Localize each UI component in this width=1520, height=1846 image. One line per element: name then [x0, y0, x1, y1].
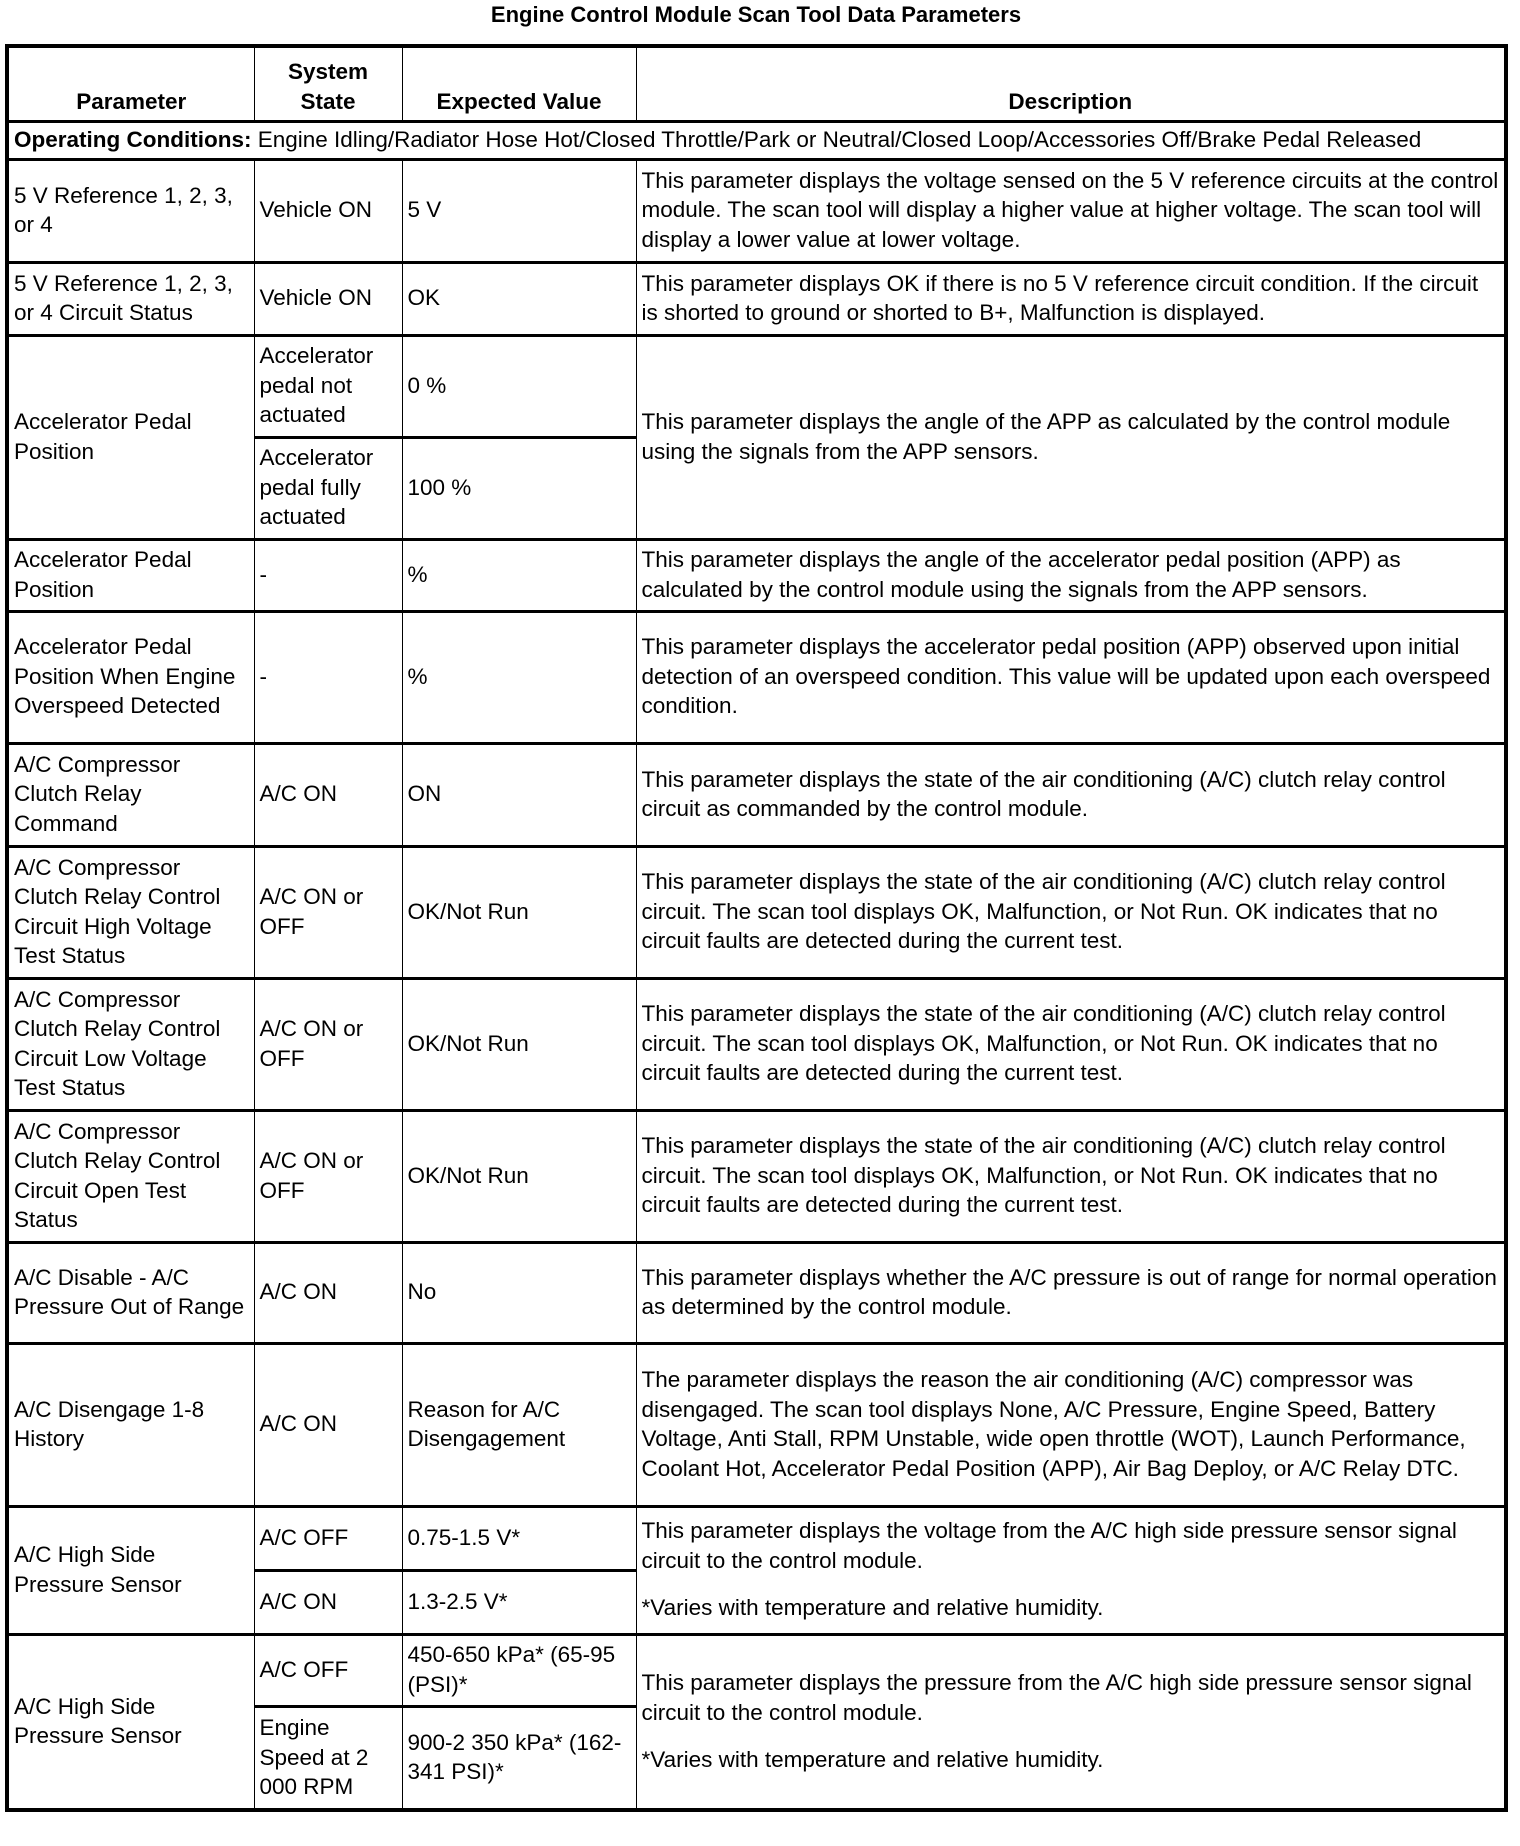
description-cell [636, 1506, 1506, 1634]
parameter-cell: Accelerator Pedal Position [7, 539, 254, 611]
description-cell: This parameter displays the state of the air conditioning (A/C) clutch relay control circuit. The scan tool displays OK, Malfunction, or Not Run. OK indicates that no circuit faults are detected during the current test. [636, 978, 1506, 1110]
description-cell: The parameter displays the reason the air conditioning (A/C) compressor was disengaged. The scan tool displays None, A/C Pressure, Engine Speed, Battery Voltage, Anti Stall, RPM Unstable, wide open throttle (WOT), Launch Performance, Coolant Hot, Accelerator Pedal Position (APP), Air Bag Deploy, or A/C Relay DTC. [636, 1343, 1506, 1506]
column-header-system-state: System State [254, 46, 402, 122]
system-state-cell: A/C ON or OFF [254, 1110, 402, 1242]
description-cell: This parameter displays the state of the air conditioning (A/C) clutch relay control circuit. The scan tool displays OK, Malfunction, or Not Run. OK indicates that no circuit faults are detected during the current test. [636, 1110, 1506, 1242]
operating-conditions-text: Engine Idling/Radiator Hose Hot/Closed Throttle/Park or Neutral/Closed Loop/Accessories Off/Brake Pedal Released [251, 127, 1422, 152]
parameter-cell: 5 V Reference 1, 2, 3, or 4 [7, 159, 254, 262]
expected-value-cell: OK/Not Run [402, 978, 636, 1110]
operating-conditions-row [7, 122, 1506, 160]
scan-tool-data-table [5, 44, 1508, 1812]
expected-value-cell: OK/Not Run [402, 846, 636, 978]
description-text: This parameter displays the pressure from the A/C high side pressure sensor signal circuit to the control module. [641, 1670, 1472, 1725]
parameter-cell: Accelerator Pedal Position When Engine Overspeed Detected [7, 611, 254, 743]
expected-value-cell: 450-650 kPa* (65-95 (PSI)* [402, 1634, 636, 1706]
description-cell: This parameter displays the voltage sensed on the 5 V reference circuits at the control module. The scan tool will display a higher value at higher voltage. The scan tool will display a lower value at lower voltage. [636, 159, 1506, 262]
parameter-cell: Accelerator Pedal Position [7, 335, 254, 539]
system-state-cell: - [254, 611, 402, 743]
expected-value-cell: 100 % [402, 437, 636, 539]
system-state-cell: A/C ON [254, 1242, 402, 1343]
system-state-cell: A/C ON or OFF [254, 846, 402, 978]
parameter-cell: A/C High Side Pressure Sensor [7, 1506, 254, 1634]
expected-value-cell: ON [402, 743, 636, 846]
system-state-cell: Vehicle ON [254, 159, 402, 262]
table-row [7, 1634, 1506, 1706]
table-row [7, 846, 1506, 978]
description-cell: This parameter displays the accelerator pedal position (APP) observed upon initial detection of an overspeed condition. This value will be updated upon each overspeed condition. [636, 611, 1506, 743]
system-state-cell: A/C ON or OFF [254, 978, 402, 1110]
system-state-cell: A/C ON [254, 1343, 402, 1506]
table-header-row [7, 46, 1506, 122]
table-row [7, 1506, 1506, 1570]
system-state-cell: A/C ON [254, 1570, 402, 1634]
table-row [7, 1110, 1506, 1242]
parameter-cell: A/C Disengage 1-8 History [7, 1343, 254, 1506]
column-header-expected-value: Expected Value [402, 46, 636, 122]
description-cell: This parameter displays the state of the air conditioning (A/C) clutch relay control circuit as commanded by the control module. [636, 743, 1506, 846]
system-state-cell: - [254, 539, 402, 611]
column-header-description: Description [636, 46, 1506, 122]
system-state-cell: A/C OFF [254, 1506, 402, 1570]
column-header-parameter: Parameter [7, 46, 254, 122]
system-state-cell: Engine Speed at 2 000 RPM [254, 1706, 402, 1810]
table-row [7, 159, 1506, 262]
expected-value-cell: 5 V [402, 159, 636, 262]
parameter-cell: 5 V Reference 1, 2, 3, or 4 Circuit Status [7, 262, 254, 335]
system-state-cell: Accelerator pedal fully actuated [254, 437, 402, 539]
expected-value-cell: OK/Not Run [402, 1110, 636, 1242]
description-text: This parameter displays the voltage from the A/C high side pressure sensor signal circuit to the control module. [641, 1518, 1457, 1573]
table-row [7, 539, 1506, 611]
parameter-cell: A/C Compressor Clutch Relay Control Circuit Low Voltage Test Status [7, 978, 254, 1110]
description-cell: This parameter displays the angle of the accelerator pedal position (APP) as calculated by the control module using the signals from the APP sensors. [636, 539, 1506, 611]
expected-value-cell: 900-2 350 kPa* (162-341 PSI)* [402, 1706, 636, 1810]
expected-value-cell: % [402, 611, 636, 743]
parameter-cell: A/C Disable - A/C Pressure Out of Range [7, 1242, 254, 1343]
expected-value-cell: 0.75-1.5 V* [402, 1506, 636, 1570]
description-cell: This parameter displays whether the A/C pressure is out of range for normal operation as determined by the control module. [636, 1242, 1506, 1343]
operating-conditions-label: Operating Conditions: [14, 127, 252, 152]
system-state-cell: A/C OFF [254, 1634, 402, 1706]
footnote-text: *Varies with temperature and relative humidity. [641, 1747, 1104, 1772]
table-row [7, 743, 1506, 846]
page-title: Engine Control Module Scan Tool Data Parameters [490, 2, 1022, 27]
parameter-cell: A/C High Side Pressure Sensor [7, 1634, 254, 1810]
expected-value-cell: Reason for A/C Disengagement [402, 1343, 636, 1506]
table-row [7, 978, 1506, 1110]
expected-value-cell: OK [402, 262, 636, 335]
expected-value-cell: 1.3-2.5 V* [402, 1570, 636, 1634]
table-row [7, 1242, 1506, 1343]
description-cell [636, 1634, 1506, 1810]
description-cell: This parameter displays the angle of the APP as calculated by the control module using the signals from the APP sensors. [636, 335, 1506, 539]
parameter-cell: A/C Compressor Clutch Relay Command [7, 743, 254, 846]
description-cell: This parameter displays OK if there is no 5 V reference circuit condition. If the circuit is shorted to ground or shorted to B+, Malfunction is displayed. [636, 262, 1506, 335]
parameter-cell: A/C Compressor Clutch Relay Control Circuit Open Test Status [7, 1110, 254, 1242]
system-state-cell: A/C ON [254, 743, 402, 846]
footnote-text: *Varies with temperature and relative humidity. [641, 1595, 1104, 1621]
expected-value-cell: 0 % [402, 335, 636, 437]
system-state-cell: Accelerator pedal not actuated [254, 335, 402, 437]
expected-value-cell: % [402, 539, 636, 611]
table-row [7, 335, 1506, 437]
system-state-cell: Vehicle ON [254, 262, 402, 335]
expected-value-cell: No [402, 1242, 636, 1343]
operating-conditions [7, 122, 1506, 160]
parameter-cell: A/C Compressor Clutch Relay Control Circuit High Voltage Test Status [7, 846, 254, 978]
table-row [7, 262, 1506, 335]
description-cell: This parameter displays the state of the air conditioning (A/C) clutch relay control circuit. The scan tool displays OK, Malfunction, or Not Run. OK indicates that no circuit faults are detected during the current test. [636, 846, 1506, 978]
table-row [7, 1343, 1506, 1506]
table-row [7, 611, 1506, 743]
